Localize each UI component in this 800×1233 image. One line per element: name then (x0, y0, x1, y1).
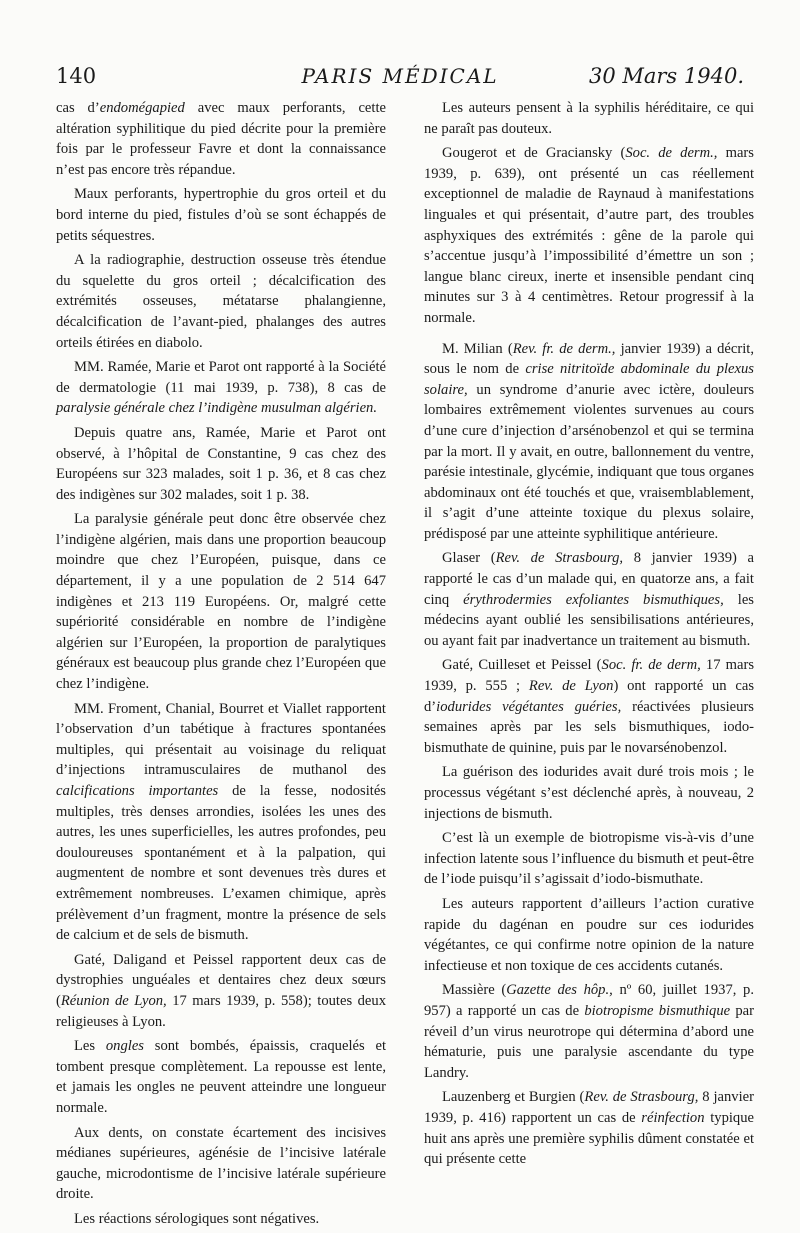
italic-run: Soc. fr. de derm, (601, 657, 701, 674)
paragraph (424, 828, 754, 890)
text-run: Aux dents, on constate écartement des incisives médianes supérieures, agénésie de l’incisive latérale gauche, microdontisme de l’incisive latérale supérieure droite. (56, 1124, 386, 1203)
paragraph (424, 1087, 754, 1169)
text-run: typique huit ans après une première syphilis dûment constatée et qui présente cette (424, 1109, 754, 1168)
paragraph (56, 98, 386, 180)
text-run: MM. Ramée, Marie et Parot ont rapporté à la Société de dermatologie (11 mai 1939, p. 738), 8 cas de (56, 359, 386, 396)
italic-run: Gazette des hôp., (506, 982, 613, 999)
text-run: sont bombés, épaissis, craquelés et tombent presque complètement. La repousse est lente, et jamais les ongles ne peuvent atteindre une longueur normale. (56, 1038, 386, 1116)
issue-date: 30 Mars 1940. (588, 64, 744, 88)
paragraph (424, 98, 754, 139)
text-run: Gaté, Daligand et Peissel rapportent deux cas de dystrophies unguéales et dentaires chez deux sœurs ( (56, 951, 386, 1009)
text-run: un syndrome d’anurie avec ictère, douleurs lombaires extrêmement violentes survenues au cours d’une cure d’injection d’arsénobenzol et qui se termina par la mort. Il y avait, en outre, ballonnement du ventre, parésie intestinale, glycémie, indiquant que tous organes abdominaux ont été touchés et que, vraisemblablement, il s’agit d’une atteinte toxique du plexus solaire, prédisposé par une atteinte syphilitique antérieure. (424, 381, 754, 542)
text-run: Les auteurs pensent à la syphilis héréditaire, ce qui ne paraît pas douteux. (424, 100, 754, 137)
italic-run: crise nitritoïde abdominale du plexus solaire, (424, 361, 754, 398)
right-column (424, 98, 754, 1174)
italic-run: iodurides végétantes guéries, (436, 698, 622, 715)
text-run: Les (74, 1038, 106, 1055)
text-run: nº 60, juillet 1937, p. 957) a rapporté un cas de (424, 982, 754, 1019)
text-run: mars 1939, p. 639), ont présenté un cas réellement exceptionnel de maladie de Raynaud à manifestations linguales et qui présentait, d’autre part, des troubles asphyxiques des extrémités : gêne de la parole qui s’accentue jusqu’à l’impossibilité d’émettre un son ; langue blanc cireux, inerte et insensible pendant cinq minutes sur 3 à 4 centimètres. Retour progressif à la normale. (424, 145, 754, 326)
text-run: MM. Froment, Chanial, Bourret et Viallet rapportent l’observation d’un tabétique à fractures spontanées multiples, qui présentait au voisinage du reliquat d’injections intramusculaires de muthanol des (56, 700, 386, 779)
paragraph (56, 699, 386, 946)
paragraph (56, 357, 386, 419)
italic-run: Rev. de Strasbourg, (495, 550, 624, 567)
paragraph (56, 1209, 386, 1230)
text-run: de la fesse, nodosités multiples, très denses arrondies, isolées les unes des autres, les unes superficielles, les autres profondes, peu douloureuses spontanément et à la palpation, qui augmentent de nombre et sont devenues très dures et extrêmement nombreuses. L’examen chimique, après prélèvement d’un fragment, montre la présence de sels de calcium et de sels de bismuth. (56, 783, 386, 944)
paragraph (56, 509, 386, 694)
italic-run: érythrodermies exfoliantes bismuthiques, (463, 591, 724, 608)
paragraph (56, 184, 386, 246)
text-run: C’est là un exemple de biotropisme vis-à-vis d’une infection latente sous l’influence du bismuth et peut-être de l’iode puisqu’il s’agissait d’iodo-bismuthate. (424, 830, 754, 888)
paragraph (56, 1036, 386, 1118)
page-header (56, 64, 744, 94)
text-run: 8 janvier 1939) a rapporté le cas d’un malade qui, en quatorze ans, a fait cinq (424, 550, 754, 608)
left-column (56, 98, 386, 1233)
text-run: Massière ( (442, 982, 507, 999)
paragraph (424, 548, 754, 651)
text-run: par réveil d’un virus neurotrope qui détermina d’abord une hématurie, puis une paralysie ascendante du type Landry. (424, 1002, 754, 1081)
paragraph (424, 762, 754, 824)
paragraph (424, 980, 754, 1083)
text-run: ) ont rapporté un cas d’ (424, 678, 754, 715)
italic-run: Rev. de Strasbourg, (584, 1089, 699, 1106)
paragraph (424, 655, 754, 758)
italic-run: Rev. de Lyon (528, 678, 614, 695)
italic-run: endomégapied (99, 100, 185, 116)
paragraph (56, 250, 386, 353)
page-number: 140 (56, 64, 97, 88)
paragraph (56, 423, 386, 505)
text-run: Maux perforants, hypertrophie du gros orteil et du bord interne du pied, fistules d’où se sont échappés de petits séquestres. (56, 186, 386, 244)
paragraph (424, 894, 754, 976)
text-run: 8 janvier 1939, p. 416) rapportent un cas de (424, 1089, 754, 1126)
text-run: Lauzenberg et Burgien ( (442, 1089, 585, 1106)
italic-run: Soc. de derm., (625, 145, 718, 162)
text-run: cas d’ (56, 100, 100, 116)
paragraph (424, 339, 754, 545)
paragraph (56, 950, 386, 1032)
italic-run: biotropisme bismuthique (584, 1002, 731, 1019)
text-run: 17 mars 1939, p. 555 ; (424, 657, 755, 695)
journal-title: PARIS MÉDICAL (301, 64, 499, 88)
paragraph (56, 1123, 386, 1205)
text-run: Gougerot et de Graciansky ( (442, 145, 626, 162)
text-run: Glaser ( (442, 550, 496, 567)
text-run: 17 mars 1939, p. 558); toutes deux religieuses à Lyon. (56, 992, 386, 1030)
text-run: réactivées plusieurs semaines après par les sels bismuthiques, iodo-bismuthate de quinine, puis par le novarsénobenzol. (424, 698, 754, 756)
text-run: Gaté, Cuilleset et Peissel ( (442, 657, 602, 674)
text-run: La paralysie générale peut donc être observée chez l’indigène algérien, mais dans une proportion beaucoup moindre que chez l’Européen, puisque, dans ce département, il y a une population de 2 514 647 indigènes et 213 119 Européens. Or, malgré cette supériorité considérable en nombre de l’indigène algérien sur l’Européen, la proportion de paralytiques généraux est beaucoup plus grande chez l’Européen que chez l’indigène. (56, 511, 386, 693)
text-run: A la radiographie, destruction osseuse très étendue du squelette du gros orteil ; décalcification des extrémités osseuses, métatarse phalangienne, décalcification de l’avant-pied, phalanges des autres orteils étirées en diabolo. (56, 252, 386, 351)
italic-run: Réunion de Lyon, (60, 992, 167, 1009)
italic-run: paralysie générale chez l’indigène musulman algérien. (56, 400, 377, 417)
text-run: M. Milian ( (442, 340, 513, 357)
italic-run: calcifications importantes (56, 783, 219, 799)
italic-run: ongles (105, 1038, 144, 1055)
text-run: Depuis quatre ans, Ramée, Marie et Parot ont observé, à l’hôpital de Constantine, 9 cas chez des Européens sur 323 malades, soit 1 p. 36, et 8 cas chez des indigènes sur 302 malades, soit 1 p. 38. (56, 424, 386, 503)
text-run: avec maux perforants, cette altération syphilitique du pied décrite pour la première fois par le professeur Favre et dont la connaissance n’est pas encore très répandue. (56, 100, 386, 178)
text-run: Les auteurs rapportent d’ailleurs l’action curative rapide du dagénan en poudre sur ces iodurides végétantes, ce qui confirme notre opinion de la nature infectieuse et non toxique de ces accidents cutanés. (424, 895, 754, 974)
text-run: Les réactions sérologiques sont négatives. (74, 1210, 320, 1227)
italic-run: réinfection (641, 1109, 705, 1126)
text-run: janvier 1939) a décrit, sous le nom de (424, 340, 754, 378)
italic-run: Rev. fr. de derm., (512, 340, 616, 357)
text-run: les médecins ayant oublié les sensibilisations antérieures, ou ayant fait par inadvertance un traitement au bismuth. (424, 591, 754, 649)
text-run: La guérison des iodurides avait duré trois mois ; le processus végétant s’est déclenché après, à nouveau, 2 injections de bismuth. (424, 764, 754, 822)
paragraph (424, 143, 754, 328)
